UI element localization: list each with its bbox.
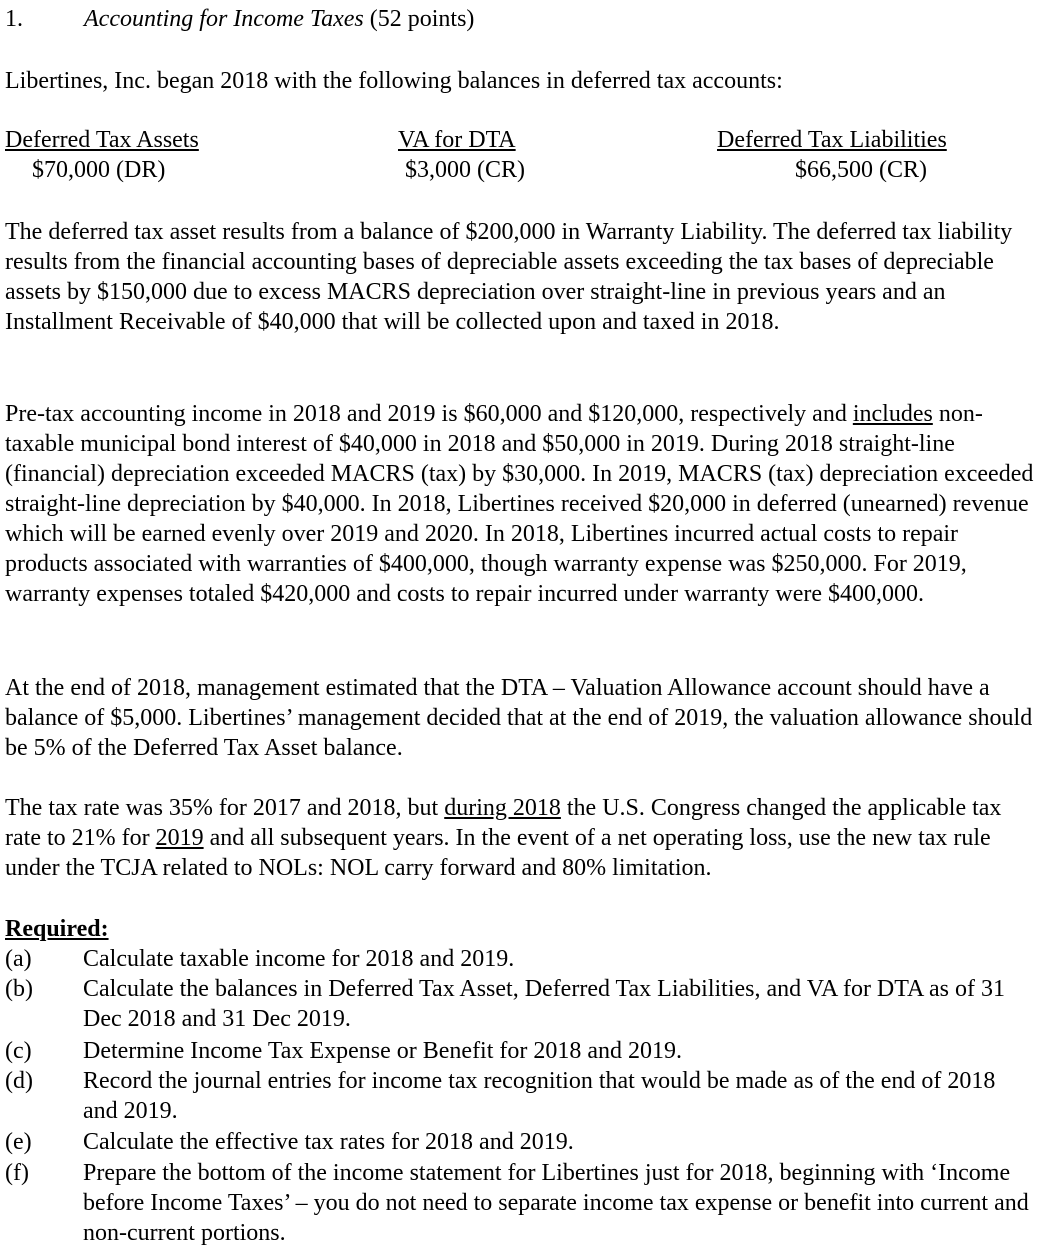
- required-item-text: Record the journal entries for income tax recognition that would be made as of the end of 2018 and 2019.: [83, 1068, 996, 1124]
- problem-points: (52 points): [369, 6, 475, 32]
- required-item-label: (e): [5, 1129, 32, 1155]
- paragraph-tax-part1: The tax rate was 35% for 2017 and 2018, but: [5, 795, 445, 821]
- intro-text: Libertines, Inc. began 2018 with the following balances in deferred tax accounts:: [5, 68, 783, 94]
- paragraph-income-part2: non-taxable municipal bond interest of $40,000 in 2018 and $50,000 in 2019. During 2018 straight-line (financial) depreciation exceeded MACRS (tax) by $30,000. In 2019, MACRS (tax) depreciation exceeded straight-line depreciation by $40,000. In 2018, Libertines received $20,000 in deferred (unearned) revenue which will be earned evenly over 2019 and 2020. In 2018, Libertines incurred actual costs to repair products associated with warranties of $400,000, though warranty expense was $250,000. For 2019, warranty expenses totaled $420,000 and costs to repair incurred under warranty were $400,000.: [5, 401, 1034, 607]
- problem-title: [84, 4, 474, 34]
- balance-value-dta: $70,000 (DR): [32, 157, 166, 183]
- paragraph-tax-underline2: 2019: [155, 825, 204, 851]
- required-item-label: (b): [5, 976, 33, 1002]
- balance-value-dtl: $66,500 (CR): [795, 157, 927, 183]
- required-heading: Required:: [5, 916, 109, 942]
- balance-header-dtl: Deferred Tax Liabilities: [717, 127, 947, 153]
- required-item-text: Prepare the bottom of the income statement for Libertines just for 2018, beginning with ‘Income before Income Taxes’ – you do not need to separate income tax expense or benefit into current and non-current portions.: [83, 1160, 1029, 1246]
- required-item-text: Determine Income Tax Expense or Benefit for 2018 and 2019.: [83, 1038, 683, 1064]
- paragraph-deferred-sources: The deferred tax asset results from a balance of $200,000 in Warranty Liability. The deferred tax liability results from the financial accounting bases of depreciable assets exceeding the tax bases of depreciable assets by $150,000 due to excess MACRS depreciation over straight-line in previous years and an Installment Receivable of $40,000 that will be collected upon and taxed in 2018.: [5, 219, 1013, 335]
- paragraph-income-part1: Pre-tax accounting income in 2018 and 2019 is $60,000 and $120,000, respectively and: [5, 401, 853, 427]
- required-item-text: Calculate taxable income for 2018 and 2019.: [83, 946, 515, 972]
- required-item-text: Calculate the balances in Deferred Tax Asset, Deferred Tax Liabilities, and VA for DTA as of 31 Dec 2018 and 31 Dec 2019.: [83, 976, 1005, 1032]
- required-item-label: (d): [5, 1068, 33, 1094]
- problem-number: 1.: [5, 6, 23, 32]
- problem-title-text: Accounting for Income Taxes: [84, 6, 364, 32]
- paragraph-tax-part2: the U.S. Congress changed the applicable tax rate to 21% for: [5, 795, 1002, 851]
- paragraph-tax-underline1: during 2018: [444, 795, 561, 821]
- required-item-label: (a): [5, 946, 32, 972]
- required-item-label: (f): [5, 1160, 29, 1186]
- paragraph-tax-rate: [5, 793, 1035, 883]
- required-item-text: Calculate the effective tax rates for 2018 and 2019.: [83, 1129, 574, 1155]
- required-item-label: (c): [5, 1038, 32, 1064]
- paragraph-income-underline: includes: [852, 401, 933, 427]
- balance-header-va: VA for DTA: [398, 127, 516, 153]
- paragraph-income-details: [5, 399, 1035, 609]
- paragraph-valuation-allowance: At the end of 2018, management estimated that the DTA – Valuation Allowance account should have a balance of $5,000. Libertines’ management decided that at the end of 2019, the valuation allowance should be 5% of the Deferred Tax Asset balance.: [5, 675, 1033, 761]
- balance-value-va: $3,000 (CR): [405, 157, 525, 183]
- balance-header-dta: Deferred Tax Assets: [5, 127, 199, 153]
- paragraph-tax-part3: and all subsequent years. In the event of a net operating loss, use the new tax rule under the TCJA related to NOLs: NOL carry forward and 80% limitation.: [5, 825, 991, 881]
